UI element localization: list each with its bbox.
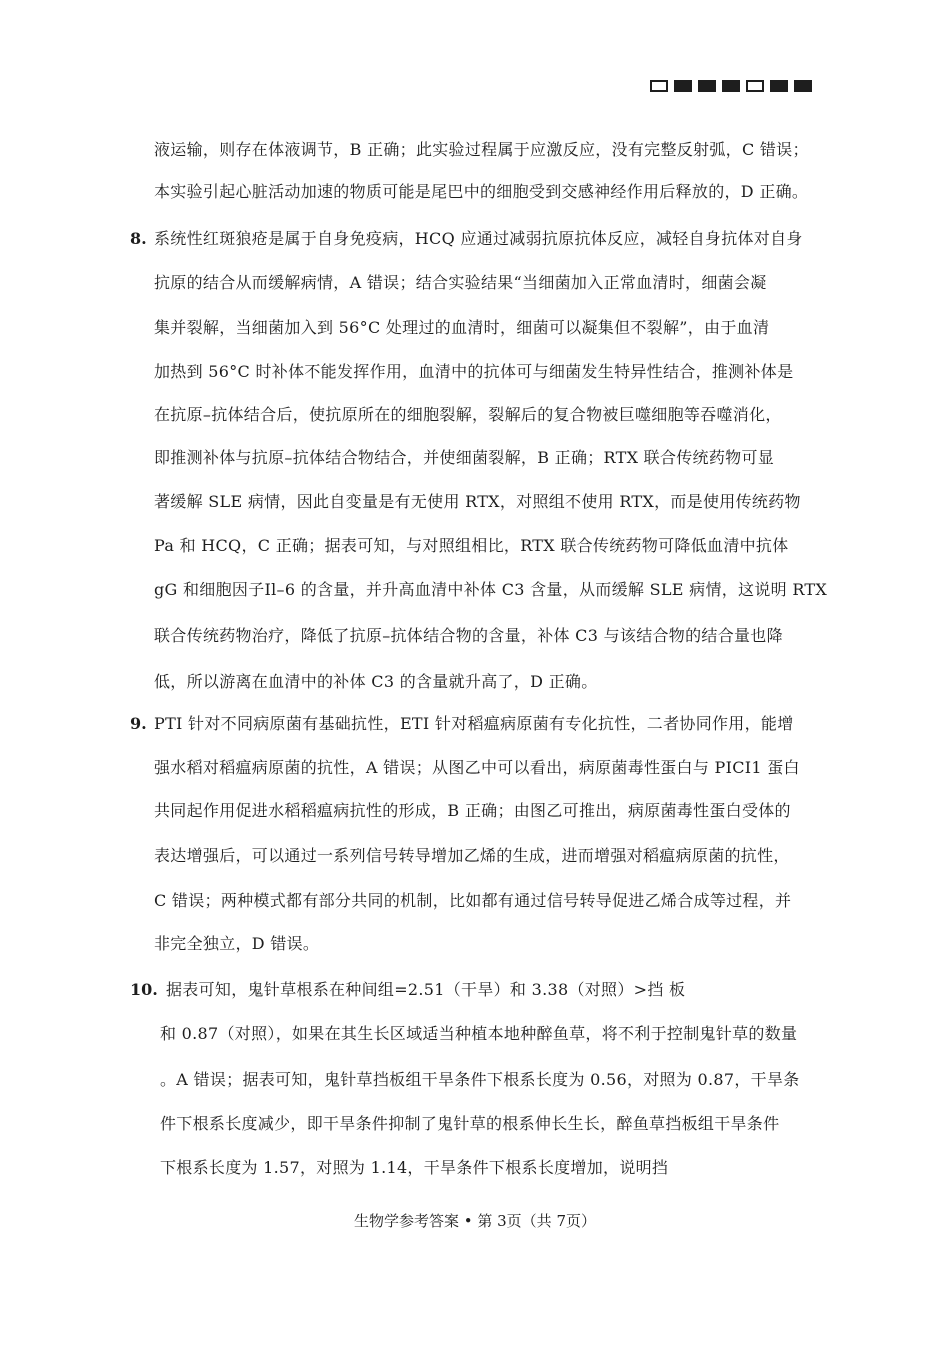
answer-line: 抗原的结合从而缓解病情，A 错误；结合实验结果“当细菌加入正常血清时，细菌会凝 — [154, 273, 767, 292]
answer-line: 联合传统药物治疗，降低了抗原–抗体结合物的含量，补体 C3 与该结合物的结合量也降 — [154, 626, 783, 645]
answer-line: Pa 和 HCQ，C 正确；据表可知，与对照组相比，RTX 联合传统药物可降低血清中抗体 — [154, 536, 789, 555]
answer-line: 即推测补体与抗原–抗体结合物结合，并使细菌裂解，B 正确；RTX 联合传统药物可显 — [154, 448, 775, 467]
answer-line: 件下根系长度减少，即干旱条件抑制了鬼针草的根系伸长生长，醉鱼草挡板组干旱条件 — [160, 1114, 780, 1133]
page-code-marks — [650, 80, 812, 92]
answer-line: 本实验引起心脏活动加速的物质可能是尾巴中的细胞受到交感神经作用后释放的，D 正确。 — [154, 182, 809, 201]
answer-line: 液运输，则存在体液调节，B 正确；此实验过程属于应激反应，没有完整反射弧，C 错误； — [154, 140, 809, 159]
answer-line: 集并裂解，当细菌加入到 56°C 处理过的血清时，细菌可以凝集但不裂解”，由于血清 — [154, 318, 770, 337]
answer-line: 和 0.87（对照），如果在其生长区域适当种植本地种醉鱼草，将不利于控制鬼针草的数量 — [160, 1024, 798, 1043]
code-mark — [674, 80, 692, 92]
answer-line: 非完全独立，D 错误。 — [154, 934, 320, 953]
page-footer: 生物学参考答案 • 第 3页（共 7页） — [353, 1212, 596, 1230]
answer-line: 系统性红斑狼疮是属于自身免疫病，HCQ 应通过减弱抗原抗体反应，减轻自身抗体对自身 — [154, 229, 803, 248]
code-mark — [746, 80, 764, 92]
code-mark — [698, 80, 716, 92]
answer-line: PTI 针对不同病原菌有基础抗性，ETI 针对稻瘟病原菌有专化抗性，二者协同作用，能增 — [154, 714, 794, 733]
answer-line: gG 和细胞因子Il–6 的含量，并升高血清中补体 C3 含量，从而缓解 SLE 病情，这说明 RTX — [154, 580, 828, 599]
question-number: 9. — [130, 714, 147, 733]
answer-line: 据表可知，鬼针草根系在种间组=2.51（干旱）和 3.38（对照）>挡 板 — [166, 980, 686, 999]
answer-line: 。A 错误；据表可知，鬼针草挡板组干旱条件下根系长度为 0.56，对照为 0.87，干旱条 — [160, 1070, 800, 1089]
code-mark — [770, 80, 788, 92]
answer-line: 表达增强后，可以通过一系列信号转导增加乙烯的生成，进而增强对稻瘟病原菌的抗性， — [154, 846, 790, 865]
question-number: 10. — [130, 980, 158, 999]
answer-line: 下根系长度为 1.57，对照为 1.14，干旱条件下根系长度增加，说明挡 — [160, 1158, 669, 1177]
question-number: 8. — [130, 229, 147, 248]
code-mark — [722, 80, 740, 92]
answer-line: 在抗原–抗体结合后，使抗原所在的细胞裂解，裂解后的复合物被巨噬细胞等吞噬消化， — [154, 405, 782, 424]
code-mark — [794, 80, 812, 92]
answer-line: 著缓解 SLE 病情，因此自变量是有无使用 RTX，对照组不使用 RTX，而是使用传统药物 — [154, 492, 801, 511]
answer-line: 强水稻对稻瘟病原菌的抗性，A 错误；从图乙中可以看出，病原菌毒性蛋白与 PICI1 蛋白 — [154, 758, 800, 777]
answer-line: C 错误；两种模式都有部分共同的机制，比如都有通过信号转导促进乙烯合成等过程，并 — [154, 891, 792, 910]
answer-line: 加热到 56°C 时补体不能发挥作用，血清中的抗体可与细菌发生特异性结合，推测补体是 — [154, 362, 794, 381]
code-mark — [650, 80, 668, 92]
answer-line: 共同起作用促进水稻稻瘟病抗性的形成，B 正确；由图乙可推出，病原菌毒性蛋白受体的 — [154, 801, 791, 820]
answer-line: 低，所以游离在血清中的补体 C3 的含量就升高了，D 正确。 — [154, 672, 598, 691]
